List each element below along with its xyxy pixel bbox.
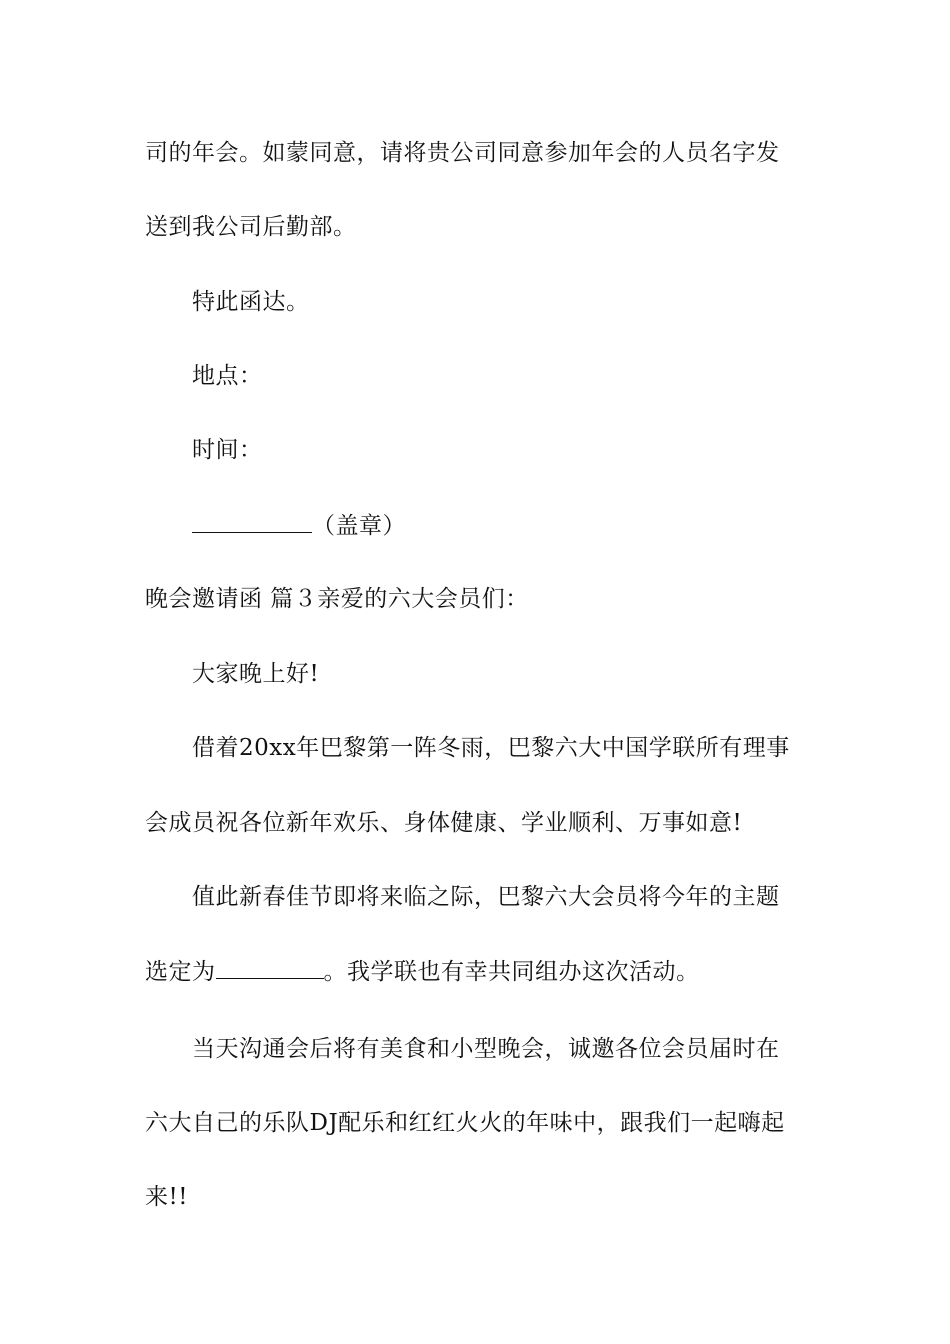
location-label: 地点： — [192, 363, 263, 389]
theme-line — [145, 956, 825, 987]
section-heading: 晚会邀请函 篇３亲爱的六大会员们： — [145, 586, 529, 612]
theme-suffix: 。我学联也有幸共同组办这次活动。 — [323, 959, 700, 985]
seal-blank — [192, 510, 312, 533]
theme-blank — [216, 956, 324, 979]
paragraph-line: 六大自己的乐队DJ配乐和红红火火的年味中，跟我们一起嗨起 — [145, 1110, 785, 1136]
seal-line — [192, 510, 872, 541]
paragraph-line: 当天沟通会后将有美食和小型晚会，诚邀各位会员届时在 — [192, 1036, 780, 1062]
closing-phrase: 特此函达。 — [192, 289, 310, 315]
paragraph-line: 司的年会。如蒙同意，请将贵公司同意参加年会的人员名字发 — [145, 140, 780, 166]
paragraph-line: 借着20xx年巴黎第一阵冬雨，巴黎六大中国学联所有理事 — [192, 735, 790, 761]
paragraph-line: 值此新春佳节即将来临之际，巴黎六大会员将今年的主题 — [192, 884, 780, 910]
paragraph-line: 会成员祝各位新年欢乐、身体健康、学业顺利、万事如意! — [145, 810, 743, 836]
paragraph-line: 来!! — [145, 1184, 188, 1210]
greeting: 大家晚上好! — [192, 661, 320, 687]
theme-prefix: 选定为 — [145, 959, 216, 985]
time-label: 时间： — [192, 437, 263, 463]
paragraph-line: 送到我公司后勤部。 — [145, 214, 357, 240]
seal-label: （盖章） — [312, 513, 406, 539]
